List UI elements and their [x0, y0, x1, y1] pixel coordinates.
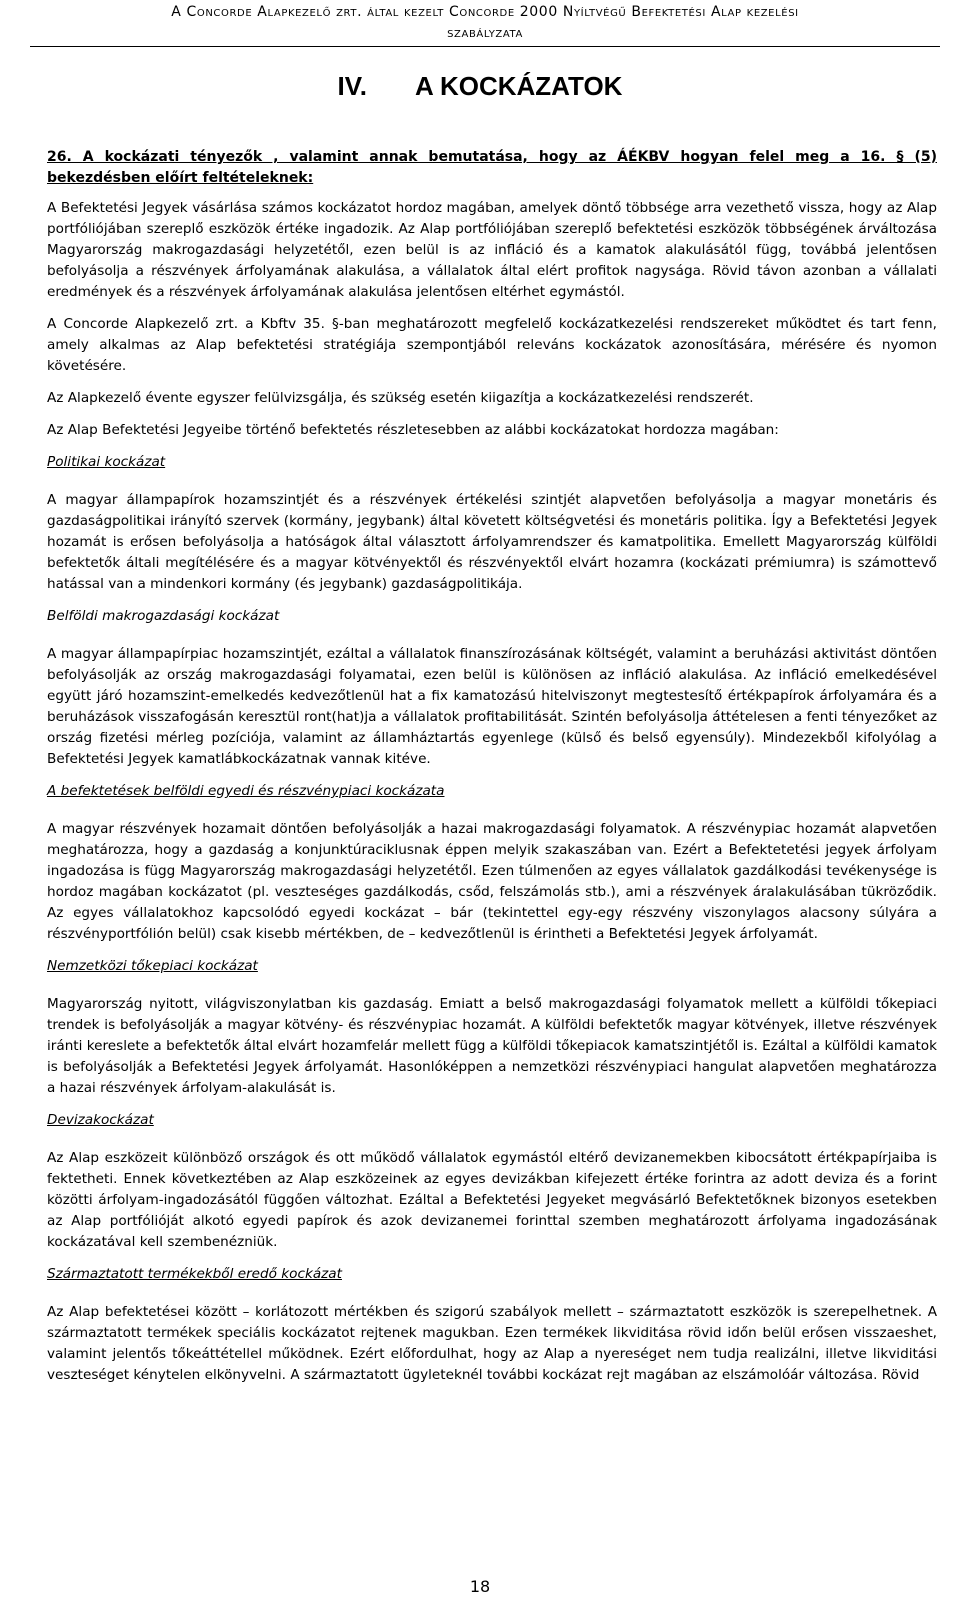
intro-paragraph-1: A Befektetési Jegyek vásárlása számos kockázatot hordoz magában, amelyek döntő többsége arra vezethető vissza, hogy az Alap portfóliójában szereplő eszközök értéke ingadozik. Az Alap portfóliójában szereplő befektetési eszközök többségének árváltozása Magyarország makrogazdasági helyzetétől, ezen belül is az infláció és a kamatok alakulásától függ, továbbá jelentősen befolyásolja a részvények árfolyamának alakulása, a vállalatok által elért profitok nagysága. Rövid távon azonban a vállalati eredmények és a részvények árfolyamának alakulása jelentősen eltérhet egymástól.	[47, 200, 937, 300]
risk-heading-domestic-macro: Belföldi makrogazdasági kockázat	[47, 608, 280, 624]
intro-paragraph-2: A Concorde Alapkezelő zrt. a Kbftv 35. §-ban meghatározott megfelelő kockázatkezelési rendszereket működtet és tart fenn, amely alkalmas az Alap befektetési stratégiája szempontjából releváns kockázatok azonosítására, mérésére és nyomon követésére.	[47, 316, 937, 374]
risk-text-equity-market: A magyar részvények hozamait döntően befolyásolják a hazai makrogazdasági folyamatok. A részvénypiac hozamát alapvetően meghatározza, hogy a gazdaság a konjunktúraciklusnak éppen melyik szakaszában van. Ezért a Befektetetési jegyek árfolyam ingadozása is függ Magyarország makrogazdasági helyzetétől. Ezen túlmenően az egyes vállalatok gazdálkodási tevékenysége is hordoz magában kockázatot (pl. veszteséges gazdálkodás, csőd, felszámolás stb.), ami a részvények áralakulásában tükröződik. Az egyes vállalatokhoz kapcsolódó egyedi kockázat – bár (tekintettel egy-egy részvény viszonylagos alacsony súlyára a részvényportfólión belül) csak kisebb mértékben, de – kedvezőtlenül is érintheti a Befektetési Jegyek árfolyamát.	[47, 821, 937, 942]
risk-heading-political: Politikai kockázat	[47, 454, 166, 470]
running-header	[30, 2, 940, 44]
risk-text-domestic-macro: A magyar állampapírpiac hozamszintjét, ezáltal a vállalatok finanszírozásának költségét, valamint a beruházási aktivitást döntően befolyásolják az ország makrogazdasági folyamatai, ezen belül is különösen az infláció alakulása. Az infláció emelkedésével együtt járó hozamszint-emelkedés kedvezőtlenül hat a fix kamatozású hitelviszonyt megtestesítő értékpapírok árfolyamára és a beruházások visszafogásán keresztül ront(hat)ja a vállalatok profitabilitását. Szintén befolyásolja áttételesen a fenti tényezőket az ország fizetési mérleg pozíciója, valamint az államháztartás egyenlege (külső és belső egyensúly). Mindezekből kifolyólag a Befektetési Jegyek kamatlábkockázatnak vannak kitéve.	[47, 646, 937, 767]
chapter-heading	[0, 70, 960, 102]
document-body	[47, 147, 937, 1397]
intro-paragraph-3: Az Alapkezelő évente egyszer felülvizsgálja, és szükség esetén kiigazítja a kockázatkezelési rendszerét.	[47, 390, 754, 406]
running-header-line-1: A Concorde Alapkezelő zrt. által kezelt Concorde 2000 Nyíltvégű Befektetési Alap kezelési	[171, 4, 799, 20]
risk-text-international: Magyarország nyitott, világviszonylatban kis gazdaság. Emiatt a belső makrogazdasági folyamatok mellett a külföldi tőkepiaci trendek is befolyásolják a magyar kötvény- és részvénypiac hozamát. A külföldi befektetők magyar kötvények, illetve részvények iránti kereslete a befektetők által elvárt hozamfelár mellett függ a külföldi tőkepiacok kamatszintjétől is. Ezáltal a külföldi kamatok is befolyásolják a Befektetési Jegyek árfolyamát. Hasonlóképpen a nemzetközi részvénypiaci hangulat alapvetően meghatározza a hazai részvények árfolyam-alakulását is.	[47, 996, 937, 1096]
risk-text-derivatives: Az Alap befektetései között – korlátozott mértékben és szigorú szabályok mellett – származtatott eszközök is szerepelhetnek. A származtatott termékek speciális kockázatot rejtenek magukban. Ezen termékek likviditása rövid időn belül erősen visszaeshet, valamint jelentős tőkeáttétellel működnek. Ezért előfordulhat, hogy az Alap a nyereséget nem tudja realizálni, illetve likviditási veszteséget kénytelen elkönyvelni. A származtatott ügyleteknél további kockázat rejt magában az elszámolóár változása. Rövid	[47, 1304, 937, 1383]
risk-text-political: A magyar állampapírok hozamszintjét és a részvények értékelési szintjét alapvetően befolyásolja a magyar monetáris és gazdaságpolitikai irányító szervek (kormány, jegybank) által követett költségvetési és monetáris politika. Így a Befektetési Jegyek hozamát is erősen befolyásolja a hatóságok által választott árfolyamrendszer és kamatpolitika. Emellett Magyarország külföldi befektetők általi megítélésére és a magyar kötvényektől és részvényektől elvárt hozamra (kockázati prémiumra) is számottevő hatással van a mindenkori kormány (és jegybank) gazdaságpolitikája.	[47, 492, 937, 592]
risk-heading-currency: Devizakockázat	[47, 1112, 154, 1128]
intro-paragraph-4: Az Alap Befektetési Jegyeibe történő befektetés részletesebben az alábbi kockázatokat hordozza magában:	[47, 422, 779, 438]
chapter-title: A KOCKÁZATOK	[414, 71, 623, 101]
header-divider	[30, 46, 940, 47]
risk-text-currency: Az Alap eszközeit különböző országok és ott működő vállalatok egymástól eltérő devizanemekben kibocsátott értékpapírjaiba is fektetheti. Ennek következtében az Alap eszközeinek az egyes devizákban kifejezett értéke forintra az adott deviza és a forint közötti árfolyam-ingadozásától függően változhat. Ezáltal a Befektetési Jegyeket megvásárló Befektetőknek bizonyos esetekben az Alap portfólióját alkotó egyedi papírok és azok devizanemei forinttal szemben meghatározott árfolyama ingadozásának kockázatával kell szembenézniük.	[47, 1150, 937, 1250]
page-number: 18	[469, 1577, 491, 1596]
risk-heading-equity-market: A befektetések belföldi egyedi és részvénypiaci kockázata	[47, 783, 445, 799]
chapter-number: IV.	[337, 71, 367, 101]
running-header-line-2: szabályzata	[447, 25, 523, 41]
risk-heading-derivatives: Származtatott termékekből eredő kockázat	[47, 1266, 342, 1282]
section-title: 26. A kockázati tényezők , valamint annak bemutatása, hogy az ÁÉKBV hogyan felel meg a 16. § (5) bekezdésben előírt feltételeknek:	[47, 149, 937, 186]
risk-heading-international: Nemzetközi tőkepiaci kockázat	[47, 958, 258, 974]
